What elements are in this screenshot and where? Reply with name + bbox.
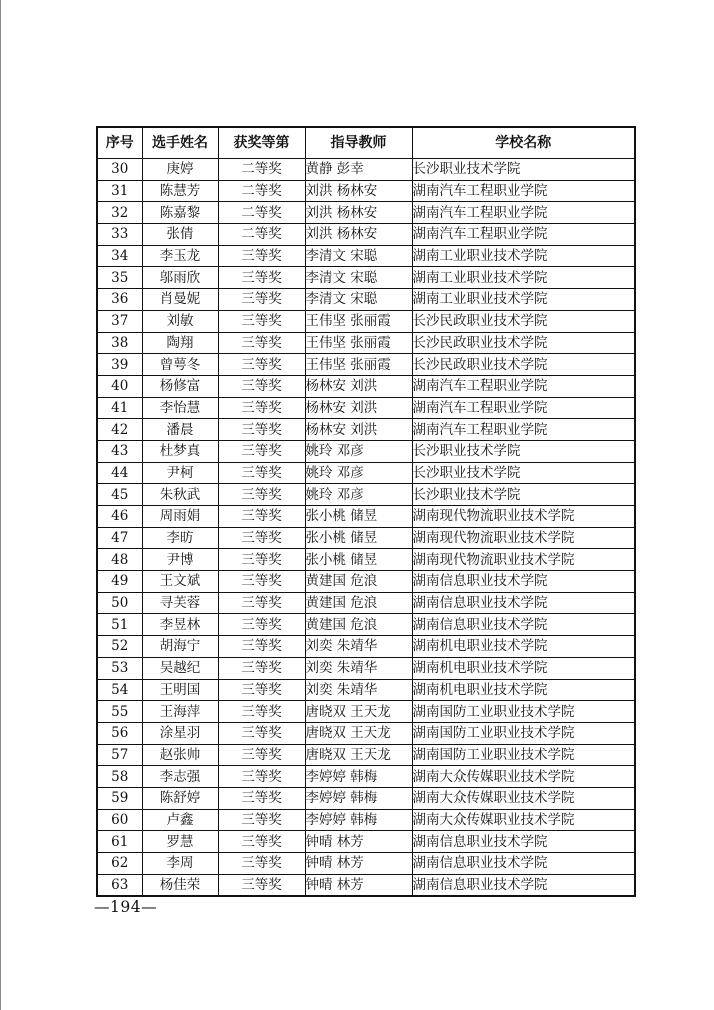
cell-advisor: 唐晓双 王天龙 bbox=[305, 744, 412, 766]
cell-school: 湖南机电职业技术学院 bbox=[412, 679, 635, 701]
cell-contestant: 罗慧 bbox=[142, 831, 218, 853]
table-row bbox=[97, 159, 635, 181]
table-row bbox=[97, 440, 635, 462]
cell-serial: 61 bbox=[97, 831, 142, 853]
cell-school: 长沙民政职业技术学院 bbox=[412, 310, 635, 332]
cell-award: 三等奖 bbox=[218, 614, 305, 636]
table-row bbox=[97, 267, 635, 289]
cell-advisor: 黄建国 危浪 bbox=[305, 592, 412, 614]
cell-serial: 34 bbox=[97, 245, 142, 267]
table-row bbox=[97, 354, 635, 376]
table-row bbox=[97, 787, 635, 809]
cell-school: 长沙职业技术学院 bbox=[412, 159, 635, 181]
cell-school: 湖南工业职业技术学院 bbox=[412, 245, 635, 267]
cell-advisor: 刘洪 杨林安 bbox=[305, 202, 412, 224]
cell-serial: 58 bbox=[97, 766, 142, 788]
cell-serial: 40 bbox=[97, 375, 142, 397]
cell-serial: 47 bbox=[97, 527, 142, 549]
cell-contestant: 寻芙蓉 bbox=[142, 592, 218, 614]
cell-advisor: 钟晴 林芳 bbox=[305, 831, 412, 853]
cell-award: 三等奖 bbox=[218, 462, 305, 484]
cell-award: 三等奖 bbox=[218, 310, 305, 332]
cell-award: 二等奖 bbox=[218, 224, 305, 246]
table-row bbox=[97, 310, 635, 332]
cell-serial: 44 bbox=[97, 462, 142, 484]
table-row bbox=[97, 332, 635, 354]
table-row bbox=[97, 375, 635, 397]
cell-advisor: 李婷婷 韩梅 bbox=[305, 787, 412, 809]
cell-school: 湖南汽车工程职业学院 bbox=[412, 419, 635, 441]
table-row bbox=[97, 636, 635, 658]
cell-school: 湖南汽车工程职业学院 bbox=[412, 180, 635, 202]
cell-school: 湖南国防工业职业技术学院 bbox=[412, 722, 635, 744]
header-contestant: 选手姓名 bbox=[142, 127, 218, 159]
cell-contestant: 杜梦真 bbox=[142, 440, 218, 462]
cell-award: 二等奖 bbox=[218, 180, 305, 202]
cell-school: 湖南工业职业技术学院 bbox=[412, 289, 635, 311]
cell-award: 三等奖 bbox=[218, 245, 305, 267]
cell-advisor: 王伟坚 张丽霞 bbox=[305, 354, 412, 376]
table-row bbox=[97, 484, 635, 506]
cell-advisor: 李清文 宋聪 bbox=[305, 289, 412, 311]
cell-school: 湖南现代物流职业技术学院 bbox=[412, 506, 635, 528]
table-row bbox=[97, 831, 635, 853]
cell-school: 湖南信息职业技术学院 bbox=[412, 831, 635, 853]
cell-school: 湖南信息职业技术学院 bbox=[412, 614, 635, 636]
cell-award: 三等奖 bbox=[218, 722, 305, 744]
cell-award: 三等奖 bbox=[218, 354, 305, 376]
cell-contestant: 杨修富 bbox=[142, 375, 218, 397]
cell-award: 三等奖 bbox=[218, 267, 305, 289]
cell-contestant: 曾萼冬 bbox=[142, 354, 218, 376]
cell-advisor: 刘奕 朱靖华 bbox=[305, 679, 412, 701]
table-row bbox=[97, 874, 635, 896]
cell-award: 三等奖 bbox=[218, 375, 305, 397]
cell-award: 三等奖 bbox=[218, 874, 305, 896]
cell-award: 三等奖 bbox=[218, 397, 305, 419]
cell-serial: 55 bbox=[97, 701, 142, 723]
cell-award: 三等奖 bbox=[218, 679, 305, 701]
cell-advisor: 唐晓双 王天龙 bbox=[305, 722, 412, 744]
cell-contestant: 李周 bbox=[142, 853, 218, 875]
cell-serial: 41 bbox=[97, 397, 142, 419]
cell-contestant: 肖曼妮 bbox=[142, 289, 218, 311]
cell-award: 三等奖 bbox=[218, 527, 305, 549]
cell-contestant: 潘晨 bbox=[142, 419, 218, 441]
cell-serial: 52 bbox=[97, 636, 142, 658]
cell-school: 湖南汽车工程职业学院 bbox=[412, 397, 635, 419]
table-header-row bbox=[97, 127, 635, 159]
cell-serial: 56 bbox=[97, 722, 142, 744]
cell-advisor: 刘洪 杨林安 bbox=[305, 224, 412, 246]
cell-school: 湖南信息职业技术学院 bbox=[412, 853, 635, 875]
cell-award: 三等奖 bbox=[218, 787, 305, 809]
cell-serial: 60 bbox=[97, 809, 142, 831]
cell-award: 三等奖 bbox=[218, 289, 305, 311]
cell-contestant: 朱秋武 bbox=[142, 484, 218, 506]
header-award: 获奖等第 bbox=[218, 127, 305, 159]
table-row bbox=[97, 809, 635, 831]
cell-contestant: 陶翔 bbox=[142, 332, 218, 354]
cell-school: 长沙职业技术学院 bbox=[412, 440, 635, 462]
cell-award: 三等奖 bbox=[218, 831, 305, 853]
cell-school: 湖南国防工业职业技术学院 bbox=[412, 744, 635, 766]
cell-award: 三等奖 bbox=[218, 809, 305, 831]
cell-award: 三等奖 bbox=[218, 766, 305, 788]
cell-advisor: 唐晓双 王天龙 bbox=[305, 701, 412, 723]
cell-school: 湖南信息职业技术学院 bbox=[412, 571, 635, 593]
cell-school: 湖南信息职业技术学院 bbox=[412, 874, 635, 896]
cell-award: 三等奖 bbox=[218, 701, 305, 723]
table-row bbox=[97, 180, 635, 202]
page-edge-line bbox=[0, 0, 1, 1010]
cell-advisor: 张小桃 储昱 bbox=[305, 527, 412, 549]
cell-serial: 31 bbox=[97, 180, 142, 202]
cell-serial: 54 bbox=[97, 679, 142, 701]
table-row bbox=[97, 462, 635, 484]
cell-school: 湖南汽车工程职业学院 bbox=[412, 375, 635, 397]
cell-contestant: 陈舒婷 bbox=[142, 787, 218, 809]
cell-advisor: 姚玲 邓彦 bbox=[305, 484, 412, 506]
header-school: 学校名称 bbox=[412, 127, 635, 159]
cell-school: 湖南机电职业技术学院 bbox=[412, 636, 635, 658]
cell-school: 湖南大众传媒职业技术学院 bbox=[412, 809, 635, 831]
cell-award: 三等奖 bbox=[218, 506, 305, 528]
cell-serial: 59 bbox=[97, 787, 142, 809]
cell-award: 三等奖 bbox=[218, 657, 305, 679]
cell-contestant: 王海萍 bbox=[142, 701, 218, 723]
cell-contestant: 尹博 bbox=[142, 549, 218, 571]
cell-advisor: 李婷婷 韩梅 bbox=[305, 766, 412, 788]
cell-serial: 57 bbox=[97, 744, 142, 766]
cell-contestant: 李昱林 bbox=[142, 614, 218, 636]
header-serial: 序号 bbox=[97, 127, 142, 159]
table-row bbox=[97, 549, 635, 571]
cell-contestant: 尹柯 bbox=[142, 462, 218, 484]
cell-award: 三等奖 bbox=[218, 592, 305, 614]
table-row bbox=[97, 224, 635, 246]
cell-school: 长沙民政职业技术学院 bbox=[412, 354, 635, 376]
cell-advisor: 钟晴 林芳 bbox=[305, 874, 412, 896]
cell-serial: 46 bbox=[97, 506, 142, 528]
cell-contestant: 李玉龙 bbox=[142, 245, 218, 267]
cell-serial: 50 bbox=[97, 592, 142, 614]
cell-school: 长沙民政职业技术学院 bbox=[412, 332, 635, 354]
cell-contestant: 邬雨欣 bbox=[142, 267, 218, 289]
cell-contestant: 卢鑫 bbox=[142, 809, 218, 831]
table-row bbox=[97, 397, 635, 419]
cell-serial: 63 bbox=[97, 874, 142, 896]
cell-advisor: 张小桃 储昱 bbox=[305, 549, 412, 571]
header-advisor: 指导教师 bbox=[305, 127, 412, 159]
cell-serial: 48 bbox=[97, 549, 142, 571]
table-row bbox=[97, 657, 635, 679]
cell-advisor: 王伟坚 张丽霞 bbox=[305, 332, 412, 354]
cell-serial: 51 bbox=[97, 614, 142, 636]
table-row bbox=[97, 766, 635, 788]
cell-advisor: 李清文 宋聪 bbox=[305, 245, 412, 267]
cell-contestant: 庚婷 bbox=[142, 159, 218, 181]
cell-advisor: 杨林安 刘洪 bbox=[305, 397, 412, 419]
table-row bbox=[97, 592, 635, 614]
cell-school: 湖南汽车工程职业学院 bbox=[412, 224, 635, 246]
cell-contestant: 王明国 bbox=[142, 679, 218, 701]
cell-advisor: 刘奕 朱靖华 bbox=[305, 636, 412, 658]
cell-serial: 39 bbox=[97, 354, 142, 376]
cell-contestant: 李昉 bbox=[142, 527, 218, 549]
cell-advisor: 王伟坚 张丽霞 bbox=[305, 310, 412, 332]
cell-award: 二等奖 bbox=[218, 202, 305, 224]
table-row bbox=[97, 289, 635, 311]
cell-serial: 62 bbox=[97, 853, 142, 875]
cell-contestant: 涂星羽 bbox=[142, 722, 218, 744]
cell-advisor: 李清文 宋聪 bbox=[305, 267, 412, 289]
cell-school: 湖南大众传媒职业技术学院 bbox=[412, 766, 635, 788]
cell-contestant: 吴越纪 bbox=[142, 657, 218, 679]
cell-contestant: 刘敏 bbox=[142, 310, 218, 332]
awards-table bbox=[96, 126, 636, 897]
cell-serial: 33 bbox=[97, 224, 142, 246]
cell-award: 三等奖 bbox=[218, 419, 305, 441]
table-row bbox=[97, 722, 635, 744]
cell-advisor: 姚玲 邓彦 bbox=[305, 462, 412, 484]
cell-serial: 53 bbox=[97, 657, 142, 679]
table-row bbox=[97, 202, 635, 224]
cell-contestant: 赵张帅 bbox=[142, 744, 218, 766]
cell-school: 湖南现代物流职业技术学院 bbox=[412, 549, 635, 571]
cell-award: 三等奖 bbox=[218, 853, 305, 875]
table-row bbox=[97, 245, 635, 267]
cell-serial: 45 bbox=[97, 484, 142, 506]
cell-advisor: 杨林安 刘洪 bbox=[305, 419, 412, 441]
page-number: —194— bbox=[94, 898, 158, 916]
cell-serial: 43 bbox=[97, 440, 142, 462]
cell-contestant: 王文斌 bbox=[142, 571, 218, 593]
cell-advisor: 黄建国 危浪 bbox=[305, 571, 412, 593]
cell-school: 湖南工业职业技术学院 bbox=[412, 267, 635, 289]
cell-serial: 36 bbox=[97, 289, 142, 311]
table-row bbox=[97, 614, 635, 636]
cell-serial: 42 bbox=[97, 419, 142, 441]
cell-serial: 38 bbox=[97, 332, 142, 354]
cell-advisor: 刘洪 杨林安 bbox=[305, 180, 412, 202]
table-row bbox=[97, 701, 635, 723]
cell-school: 湖南大众传媒职业技术学院 bbox=[412, 787, 635, 809]
cell-school: 湖南现代物流职业技术学院 bbox=[412, 527, 635, 549]
table-row bbox=[97, 506, 635, 528]
table-row bbox=[97, 679, 635, 701]
table-row bbox=[97, 527, 635, 549]
cell-serial: 32 bbox=[97, 202, 142, 224]
cell-contestant: 陈嘉黎 bbox=[142, 202, 218, 224]
cell-contestant: 李怡慧 bbox=[142, 397, 218, 419]
cell-advisor: 姚玲 邓彦 bbox=[305, 440, 412, 462]
cell-advisor: 刘奕 朱靖华 bbox=[305, 657, 412, 679]
table-row bbox=[97, 571, 635, 593]
cell-advisor: 张小桃 储昱 bbox=[305, 506, 412, 528]
cell-award: 三等奖 bbox=[218, 484, 305, 506]
cell-advisor: 李婷婷 韩梅 bbox=[305, 809, 412, 831]
cell-advisor: 黄建国 危浪 bbox=[305, 614, 412, 636]
cell-school: 湖南国防工业职业技术学院 bbox=[412, 701, 635, 723]
cell-award: 三等奖 bbox=[218, 571, 305, 593]
cell-contestant: 周雨娟 bbox=[142, 506, 218, 528]
cell-contestant: 胡海宁 bbox=[142, 636, 218, 658]
cell-school: 湖南机电职业技术学院 bbox=[412, 657, 635, 679]
cell-school: 长沙职业技术学院 bbox=[412, 462, 635, 484]
cell-serial: 49 bbox=[97, 571, 142, 593]
cell-award: 二等奖 bbox=[218, 159, 305, 181]
cell-contestant: 李志强 bbox=[142, 766, 218, 788]
cell-award: 三等奖 bbox=[218, 636, 305, 658]
cell-serial: 37 bbox=[97, 310, 142, 332]
cell-school: 长沙职业技术学院 bbox=[412, 484, 635, 506]
cell-advisor: 钟晴 林芳 bbox=[305, 853, 412, 875]
cell-serial: 35 bbox=[97, 267, 142, 289]
table-row bbox=[97, 853, 635, 875]
cell-award: 三等奖 bbox=[218, 332, 305, 354]
cell-award: 三等奖 bbox=[218, 440, 305, 462]
table-body bbox=[97, 159, 635, 897]
cell-advisor: 杨林安 刘洪 bbox=[305, 375, 412, 397]
cell-school: 湖南信息职业技术学院 bbox=[412, 592, 635, 614]
cell-award: 三等奖 bbox=[218, 744, 305, 766]
cell-contestant: 杨佳荣 bbox=[142, 874, 218, 896]
table-row bbox=[97, 744, 635, 766]
cell-contestant: 陈慧芳 bbox=[142, 180, 218, 202]
table-row bbox=[97, 419, 635, 441]
cell-award: 三等奖 bbox=[218, 549, 305, 571]
cell-contestant: 张倩 bbox=[142, 224, 218, 246]
cell-serial: 30 bbox=[97, 159, 142, 181]
cell-advisor: 黄静 彭幸 bbox=[305, 159, 412, 181]
cell-school: 湖南汽车工程职业学院 bbox=[412, 202, 635, 224]
